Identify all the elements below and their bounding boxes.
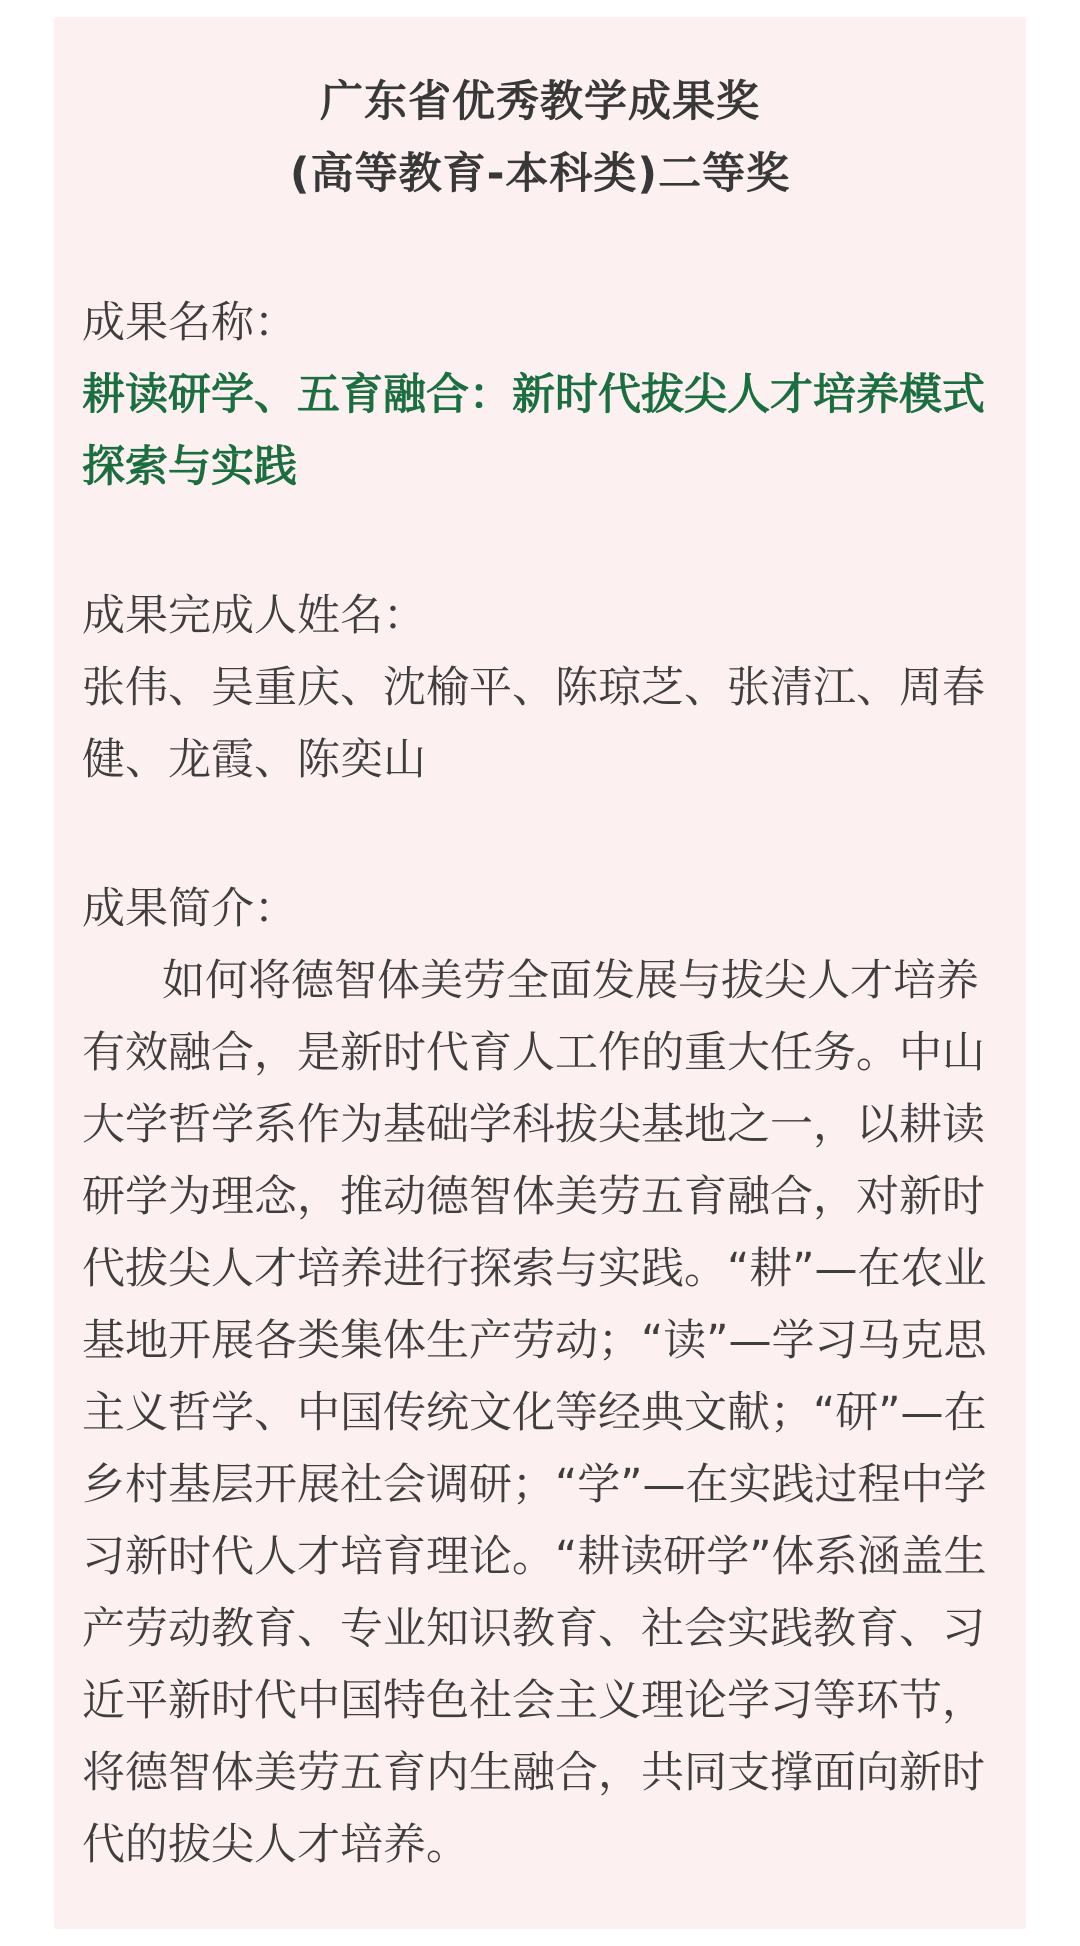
authors-label: 成果完成人姓名： <box>82 591 426 641</box>
section-authors <box>82 580 998 796</box>
award-title <box>82 66 998 210</box>
intro-paragraph: 如何将德智体美劳全面发展与拔尖人才培养有效融合，是新时代育人工作的重大任务。中山大学哲学系作为基础学科拔尖基地之一，以耕读研学为理念，推动德智体美劳五育融合，对新时代拔尖人才培养进行探索与实践。“耕”—在农业基地开展各类集体生产劳动；“读”—学习马克思主义哲学、中国传统文化等经典文献；“研”—在乡村基层开展社会调研；“学”—在实践过程中学习新时代人才培育理论。“耕读研学”体系涵盖生产劳动教育、专业知识教育、社会实践教育、习近平新时代中国特色社会主义理论学习等环节，将德智体美劳五育内生融合，共同支撑面向新时代的拔尖人才培养。 <box>82 956 987 1870</box>
authors-value: 张伟、吴重庆、沈榆平、陈琼芝、张清江、周春健、龙霞、陈奕山 <box>82 663 985 785</box>
section-achievement-name <box>82 287 998 503</box>
achievement-name-value: 耕读研学、五育融合：新时代拔尖人才培养模式探索与实践 <box>82 370 985 492</box>
award-title-line1: 广东省优秀教学成果奖 <box>320 77 760 127</box>
intro-label: 成果简介： <box>82 884 297 934</box>
achievement-name-label: 成果名称： <box>82 298 297 348</box>
section-intro <box>82 873 998 1881</box>
award-card <box>54 17 1026 1929</box>
award-title-line2: (高等教育-本科类)二等奖 <box>289 149 791 199</box>
